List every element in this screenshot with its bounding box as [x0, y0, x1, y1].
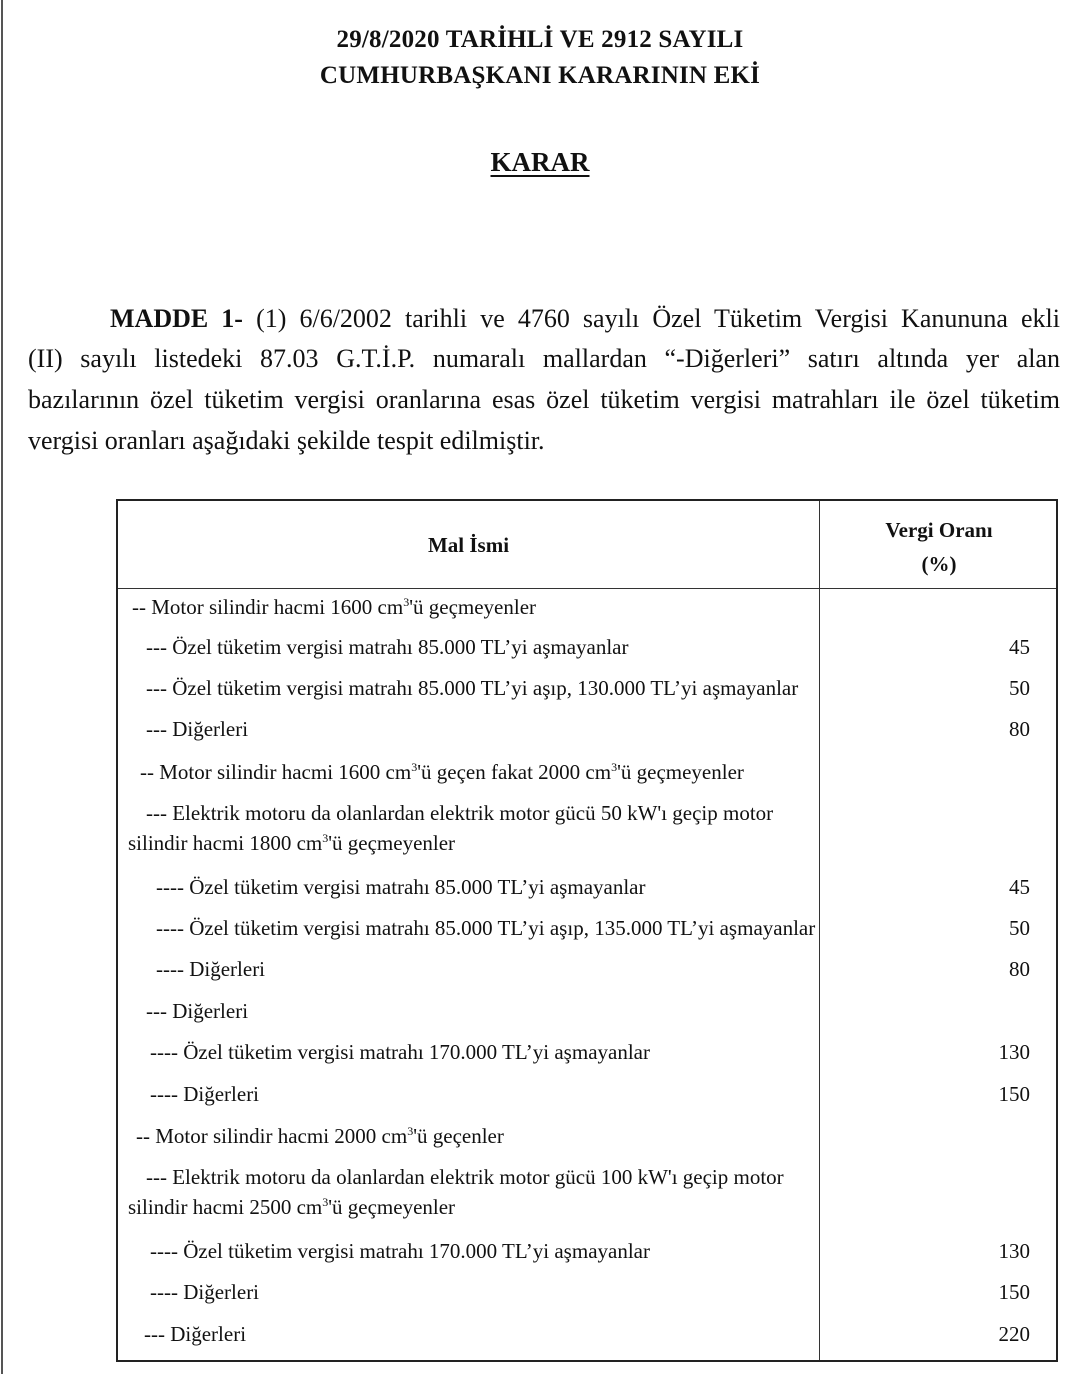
- row-label: --- Elektrik motoru da olanlardan elektrik motor gücü 100 kW'ı geçip motor: [146, 1165, 784, 1189]
- row-label: ---- Özel tüketim vergisi matrahı 85.000 TL’yi aşmayanlar: [156, 875, 646, 899]
- row-rate: 150: [998, 1280, 1030, 1304]
- table-row: [118, 798, 1058, 862]
- row-label: --- Özel tüketim vergisi matrahı 85.000 TL’yi aşıp, 130.000 TL’yi aşmayanlar: [146, 676, 799, 700]
- row-rate: 130: [998, 1239, 1030, 1263]
- row-label: ---- Özel tüketim vergisi matrahı 170.000 TL’yi aşmayanlar: [150, 1040, 650, 1064]
- row-rate: 150: [998, 1082, 1030, 1106]
- row-label: ---- Diğerleri: [150, 1082, 260, 1106]
- row-label: --- Diğerleri: [146, 999, 249, 1023]
- page-left-edge: [1, 0, 3, 1374]
- karar-heading: KARAR: [490, 147, 590, 177]
- column-header-goods-name: Mal İsmi: [427, 533, 510, 557]
- row-label-continued: silindir hacmi 2500 $cm^3'ü$ geçmeyenler: [128, 1195, 456, 1219]
- article-line-4: vergisi oranları aşağıdaki şekilde tespit edilmiştir.: [28, 426, 545, 455]
- row-label-continued: silindir hacmi 1800 $cm^3'ü$ geçmeyenler: [128, 831, 456, 855]
- row-label: --- Özel tüketim vergisi matrahı 85.000 TL’yi aşmayanlar: [146, 635, 629, 659]
- article-line-1: [28, 304, 1060, 334]
- article-label: MADDE 1-: [110, 304, 243, 333]
- tax-rate-table: [116, 499, 1058, 1362]
- row-label: -- Motor silindir hacmi 1600 $cm^3'ü$ geçen fakat 2000 $cm^3'ü$ geçmeyenler: [140, 760, 744, 784]
- row-rate: 45: [1009, 875, 1030, 899]
- row-rate: 220: [998, 1322, 1030, 1346]
- column-header-tax-rate: [820, 513, 1058, 581]
- tax-rate-unit: (%): [921, 552, 957, 576]
- row-label: ---- Diğerleri: [156, 957, 266, 981]
- row-label: -- Motor silindir hacmi 1600 $cm^3'ü$ geçmeyenler: [132, 595, 537, 619]
- row-rate: 130: [998, 1040, 1030, 1064]
- article-line-1-text: (1) 6/6/2002 tarihli ve 4760 sayılı Özel Tüketim Vergisi Kanununa ekli: [242, 304, 1060, 333]
- article-line-3: bazılarının özel tüketim vergisi oranlarına esas özel tüketim vergisi matrahları ile özel tüketim: [28, 385, 1060, 414]
- row-label: ---- Diğerleri: [150, 1280, 260, 1304]
- article-line-2: (II) sayılı listedeki 87.03 G.T.İ.P. numaralı mallardan “-Diğerleri” satırı altında yer alan: [28, 344, 1060, 373]
- row-label: --- Elektrik motoru da olanlardan elektrik motor gücü 50 kW'ı geçip motor: [146, 801, 774, 825]
- row-label: ---- Özel tüketim vergisi matrahı 170.000 TL’yi aşmayanlar: [150, 1239, 650, 1263]
- row-label: ---- Özel tüketim vergisi matrahı 85.000 TL’yi aşıp, 135.000 TL’yi aşmayanlar: [156, 916, 816, 940]
- row-rate: 45: [1009, 635, 1030, 659]
- header-divider: [118, 588, 1056, 589]
- row-rate: 80: [1009, 957, 1030, 981]
- row-rate: 50: [1009, 916, 1030, 940]
- row-rate: 50: [1009, 676, 1030, 700]
- decree-date-title: 29/8/2020 TARİHLİ VE 2912 SAYILI: [336, 26, 744, 53]
- row-label: -- Motor silindir hacmi 2000 $cm^3'ü$ geçenler: [136, 1124, 504, 1148]
- row-rate: 80: [1009, 717, 1030, 741]
- row-label: --- Diğerleri: [144, 1322, 247, 1346]
- tax-rate-label: Vergi Oranı: [885, 518, 993, 542]
- table-row: [118, 1162, 1058, 1226]
- row-label: --- Diğerleri: [146, 717, 249, 741]
- decree-annex-title: CUMHURBAŞKANI KARARININ EKİ: [319, 62, 761, 89]
